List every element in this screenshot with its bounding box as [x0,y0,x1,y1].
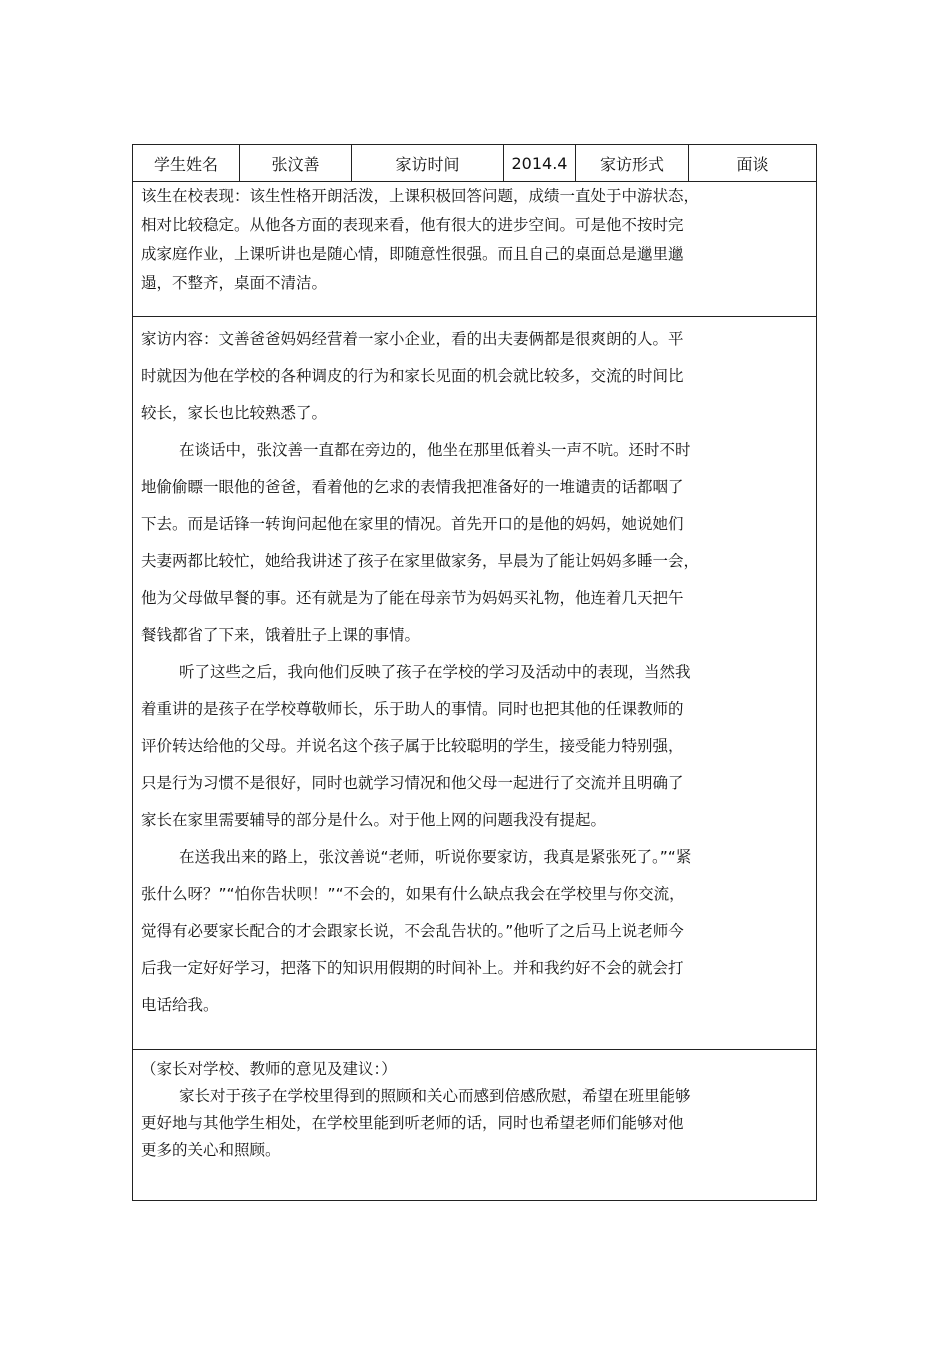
visit-form-label: 家访形式 [576,145,689,181]
parent-opinion-section [132,1050,817,1201]
visit-content-section [132,317,817,1050]
text-line: 家长对于孩子在学校里得到的照顾和关心而感到倍感欣慰，希望在班里能够 [179,1087,691,1105]
text-line: 觉得有必要家长配合的才会跟家长说，不会乱告状的。”他听了之后马上说老师今 [141,922,684,940]
student-name-label: 学生姓名 [133,145,240,181]
text-line: 后我一定好好学习，把落下的知识用假期的时间补上。并和我约好不会的就会打 [141,959,684,977]
visit-time-label: 家访时间 [352,145,504,181]
text-line: 更多的关心和照顾。 [141,1141,281,1159]
text-line: 该生在校表现：该生性格开朗活泼，上课积极回答问题，成绩一直处于中游状态， [141,187,700,205]
text-line: 评价转达给他的父母。并说名这个孩子属于比较聪明的学生，接受能力特别强， [141,737,684,755]
text-line: 地偷偷瞟一眼他的爸爸，看着他的乞求的表情我把准备好的一堆谴责的话都咽了 [141,478,684,496]
text-line: 遢，不整齐，桌面不清洁。 [141,274,328,292]
text-line: 电话给我。 [141,996,219,1014]
text-line: 更好地与其他学生相处，在学校里能到听老师的话，同时也希望老师们能够对他 [141,1114,684,1132]
text-line: 相对比较稳定。从他各方面的表现来看，他有很大的进步空间。可是他不按时完 [141,216,684,234]
text-line: 只是行为习惯不是很好，同时也就学习情况和他父母一起进行了交流并且明确了 [141,774,684,792]
visit-form-value: 面谈 [736,154,769,174]
text-line: 他为父母做早餐的事。还有就是为了能在母亲节为妈妈买礼物，他连着几天把午 [141,589,684,607]
text-line: 张什么呀？”“怕你告状呗！”“不会的，如果有什么缺点我会在学校里与你交流， [141,885,685,903]
home-visit-form [132,144,817,1201]
text-line: 夫妻两都比较忙，她给我讲述了孩子在家里做家务，早晨为了能让妈妈多睡一会， [141,552,700,570]
text-line: 较长，家长也比较熟悉了。 [141,404,328,422]
text-line: 家访内容：文善爸爸妈妈经营着一家小企业，看的出夫妻俩都是很爽朗的人。平 [141,330,684,348]
school-performance-section [132,181,817,317]
text-line: 餐钱都省了下来，饿着肚子上课的事情。 [141,626,421,644]
student-name-value: 张汶善 [240,145,352,181]
text-line: 听了这些之后，我向他们反映了孩子在学校的学习及活动中的表现，当然我 [179,663,691,681]
text-line: 下去。而是话锋一转询问起他在家里的情况。首先开口的是他的妈妈，她说她们 [141,515,684,533]
info-header-row [132,144,817,181]
text-line: 在送我出来的路上，张汶善说“老师，听说你要家访，我真是紧张死了。”“紧 [179,848,692,866]
text-line: 着重讲的是孩子在学校尊敬师长，乐于助人的事情。同时也把其他的任课教师的 [141,700,684,718]
text-line: 时就因为他在学校的各种调皮的行为和家长见面的机会就比较多，交流的时间比 [141,367,684,385]
text-line: 成家庭作业，上课听讲也是随心情，即随意性很强。而且自己的桌面总是邋里邋 [141,245,684,263]
visit-time-value: 2014.4 [504,145,576,181]
section-heading: （家长对学校、教师的意见及建议：） [141,1060,397,1078]
text-line: 家长在家里需要辅导的部分是什么。对于他上网的问题我没有提起。 [141,811,607,829]
text-line: 在谈话中，张汶善一直都在旁边的，他坐在那里低着头一声不吭。还时不时 [179,441,691,459]
